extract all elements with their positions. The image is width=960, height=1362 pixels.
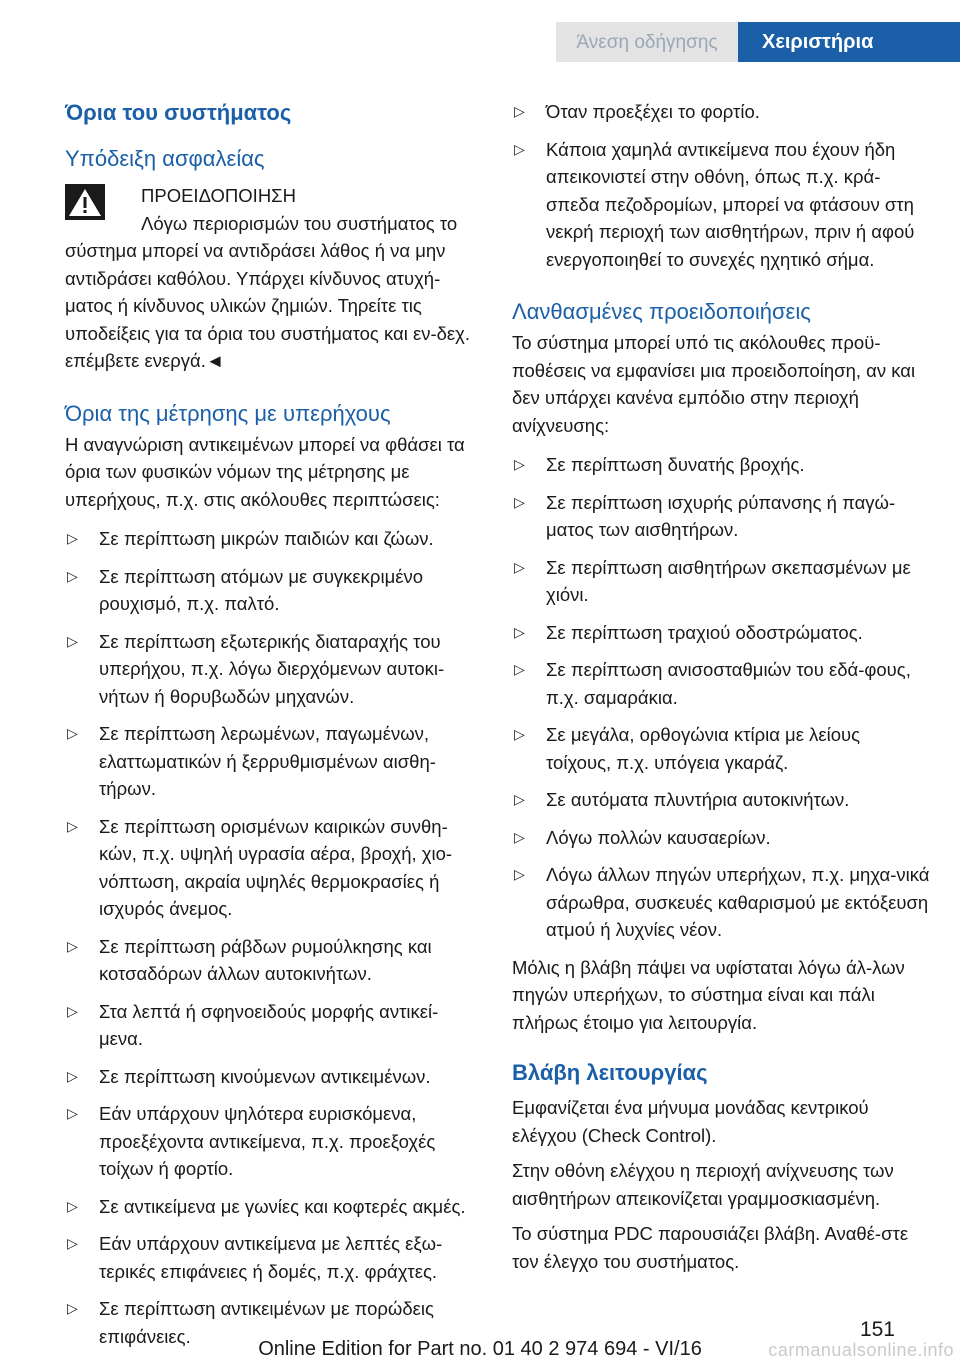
watermark: carmanualsonline.info (768, 1340, 954, 1360)
list-item-text: Σε περίπτωση ράβδων ρυμούλκησης και κοτσαδόρων άλλων αυτοκινήτων. (99, 935, 432, 984)
bullet-triangle-icon: ▷ (514, 726, 525, 742)
bullet-triangle-icon: ▷ (514, 828, 525, 845)
list-item (65, 1230, 478, 1285)
bullet-triangle-icon: ▷ (514, 493, 525, 510)
list-item (512, 554, 930, 609)
bullet-triangle-icon: ▷ (67, 1002, 78, 1019)
warning-label: ΠΡΟΕΙΔΟΠΟΙΗΣΗ (141, 185, 296, 206)
list-item (512, 489, 930, 544)
bullet-triangle-icon: ▷ (514, 558, 525, 575)
bullet-triangle-icon: ▷ (67, 1105, 78, 1121)
list-item-text: Σε μεγάλα, ορθογώνια κτίρια με λείους τοίχους, π.χ. υπόγεια γκαράζ. (546, 724, 861, 773)
list-item (65, 813, 478, 923)
list-item (65, 1063, 478, 1091)
list-item (65, 998, 478, 1053)
section-title: Όρια του συστήματος (65, 100, 292, 125)
ultrasonic-intro: Η αναγνώριση αντικειμένων μπορεί να φθάσει τα όρια των φυσικών νόμων της μέτρησης με υπερήχους, π.χ. στις ακόλουθες περιπτώσεις: (65, 433, 465, 510)
list-item-text: Σε περίπτωση εξωτερικής διαταραχής του υπερήχου, π.χ. λόγω διερχόμενων αυτοκι-νήτων ή θορυβωδών μηχανών. (99, 630, 445, 707)
bullet-triangle-icon: ▷ (67, 725, 78, 741)
bullet-triangle-icon: ▷ (514, 140, 525, 157)
malfunction-text-2: Στην οθόνη ελέγχου η περιοχή ανίχνευσης των αισθητήρων απεικονίζεται γραμμοσκιασμένη. (512, 1160, 894, 1209)
list-item (65, 628, 478, 711)
bullet-triangle-icon: ▷ (514, 661, 525, 677)
list-item-text: Λόγω άλλων πηγών υπερήχων, π.χ. μηχα-νικά σάρωθρα, συσκευές καθαρισμού με εκτόξευση ατμού ή λυχνίες νέον. (546, 864, 930, 940)
list-item-text: Σε περίπτωση τραχιού οδοστρώματος. (546, 621, 863, 643)
bullet-triangle-icon: ▷ (67, 937, 78, 954)
page-number: 151 (859, 1318, 895, 1341)
ultrasonic-limits-list-continued (512, 98, 930, 273)
malfunction-text-3: Το σύστημα PDC παρουσιάζει βλάβη. Αναθέ-στε τον έλεγχο του συστήματος. (512, 1223, 909, 1272)
list-item (65, 1193, 478, 1221)
list-item-text: Κάποια χαμηλά αντικείμενα που έχουν ήδη απεικονιστεί στην οθόνη, όπως π.χ. κρά-σπεδα πεζοδρομίων, μπορεί να φτάσουν στη νεκρή περιοχή των αισθητήρων, πριν ή αφού ενεργοποιηθεί το συνεχές ηχητικό σήμα. (546, 138, 915, 270)
list-item (512, 824, 930, 852)
list-item (512, 786, 930, 814)
list-item-text: Σε περίπτωση δυνατής βροχής. (546, 454, 805, 475)
bullet-triangle-icon: ▷ (514, 456, 525, 472)
list-item-text: Σε περίπτωση ανισοσταθμιών του εδά-φους, π.χ. σαμαράκια. (546, 659, 911, 708)
malfunction-text-1: Εμφανίζεται ένα μήνυμα μονάδας κεντρικού ελέγχου (Check Control). (512, 1097, 869, 1146)
list-item (512, 619, 930, 647)
list-item (65, 563, 478, 618)
bullet-triangle-icon: ▷ (67, 632, 78, 649)
list-item (65, 933, 478, 988)
list-item (512, 136, 930, 274)
bullet-triangle-icon: ▷ (67, 1235, 78, 1251)
bullet-triangle-icon: ▷ (67, 1067, 78, 1084)
bullet-triangle-icon: ▷ (67, 567, 78, 584)
list-item (65, 525, 478, 553)
false-warnings-heading: Λανθασμένες προειδοποιήσεις (512, 299, 811, 324)
right-column (512, 98, 930, 1283)
list-item-text: Σε περίπτωση ορισμένων καιρικών συνθη-κών, π.χ. υψηλή υγρασία αέρα, βροχή, χιο-νόπτωση, ακραία υψηλές θερμοκρασίες ή ισχυρός άνεμος. (99, 815, 453, 919)
bullet-triangle-icon: ▷ (514, 866, 525, 882)
list-item-text: Όταν προεξέχει το φορτίο. (546, 101, 760, 122)
false-warnings-list (512, 451, 930, 944)
tab-driving-comfort[interactable]: Άνεση οδήγησης (556, 22, 738, 62)
warning-triangle-icon (65, 184, 105, 220)
header-tabs (556, 22, 960, 62)
list-item-text: Λόγω πολλών καυσαερίων. (546, 826, 771, 848)
list-item-text: Σε περίπτωση ατόμων με συγκεκριμένο ρουχισμό, π.χ. παλτό. (99, 565, 424, 614)
list-item-text: Εάν υπάρχουν αντικείμενα με λεπτές εξω-τερικές επιφάνειες ή δομές, π.χ. φράχτες. (99, 1233, 443, 1282)
list-item-text: Εάν υπάρχουν ψηλότερα ευρισκόμενα, προεξέχοντα αντικείμενα, π.χ. προεξοχές τοίχων ή φορτίο. (99, 1103, 436, 1179)
left-column (65, 98, 478, 1360)
list-item-text: Σε περίπτωση ισχυρής ρύπανσης ή παγώ-ματος των αισθητήρων. (546, 491, 896, 540)
list-item (65, 1100, 478, 1183)
list-item-text: Σε περίπτωση λερωμένων, παγωμένων, ελαττωματικών ή ξερρυθμισμένων αισθη-τήρων. (99, 723, 436, 799)
list-item (512, 861, 930, 944)
list-item (512, 656, 930, 711)
bullet-triangle-icon: ▷ (67, 530, 78, 546)
list-item-text: Σε αυτόματα πλυντήρια αυτοκινήτων. (546, 789, 850, 810)
bullet-triangle-icon: ▷ (67, 817, 78, 834)
bullet-triangle-icon: ▷ (67, 1197, 78, 1214)
list-item (512, 451, 930, 479)
list-item (512, 721, 930, 776)
bullet-triangle-icon: ▷ (514, 103, 525, 119)
warning-block (65, 182, 478, 375)
malfunction-heading: Βλάβη λειτουργίας (512, 1060, 708, 1085)
bullet-triangle-icon: ▷ (67, 1300, 78, 1316)
list-item (512, 98, 930, 126)
list-item (65, 720, 478, 803)
bullet-triangle-icon: ▷ (514, 791, 525, 807)
list-item-text: Σε αντικείμενα με γωνίες και κοφτερές ακμές. (99, 1195, 466, 1217)
list-item-text: Σε περίπτωση αισθητήρων σκεπασμένων με χιόνι. (546, 556, 911, 605)
list-item-text: Σε περίπτωση αντικειμένων με πορώδεις επιφάνειες. (99, 1298, 434, 1347)
bullet-triangle-icon: ▷ (514, 623, 525, 640)
false-warnings-outro: Μόλις η βλάβη πάψει να υφίσταται λόγω άλ-λων πηγών υπερήχων, το σύστημα είναι και πάλι πλήρως έτοιμο για λειτουργία. (512, 956, 905, 1033)
list-item-text: Σε περίπτωση κινούμενων αντικειμένων. (99, 1065, 431, 1087)
tab-controls[interactable]: Χειριστήρια (738, 22, 960, 62)
list-item-text: Σε περίπτωση μικρών παιδιών και ζώων. (99, 528, 434, 549)
warning-text-first-line: Λόγω περιορισμών του συστήματος το (141, 212, 458, 234)
ultrasonic-heading: Όρια της μέτρησης με υπερήχους (65, 400, 391, 426)
edition-footer: Online Edition for Part no. 01 40 2 974 694 - VI/16 (258, 1338, 702, 1360)
false-warnings-intro: Το σύστημα μπορεί υπό τις ακόλουθες προϋ-ποθέσεις να εμφανίσει μια προειδοποίηση, αν και δεν υπάρχει κανένα εμπόδιο στην περιοχή ανίχνευσης: (512, 332, 916, 436)
list-item-text: Στα λεπτά ή σφηνοειδούς μορφής αντικεί-μενα. (99, 1000, 439, 1049)
warning-text: σύστημα μπορεί να αντιδράσει λάθος ή να μην αντιδράσει καθόλου. Υπάρχει κίνδυνος ατυχή-ματος ή κίνδυνος υλικών ζημιών. Τηρείτε τις υποδείξεις για τα όρια του συστήματος και εν-δεχ. επέμβετε ενεργά.◄ (65, 240, 471, 371)
ultrasonic-limits-list (65, 525, 478, 1350)
safety-heading: Υπόδειξη ασφαλείας (65, 146, 265, 171)
